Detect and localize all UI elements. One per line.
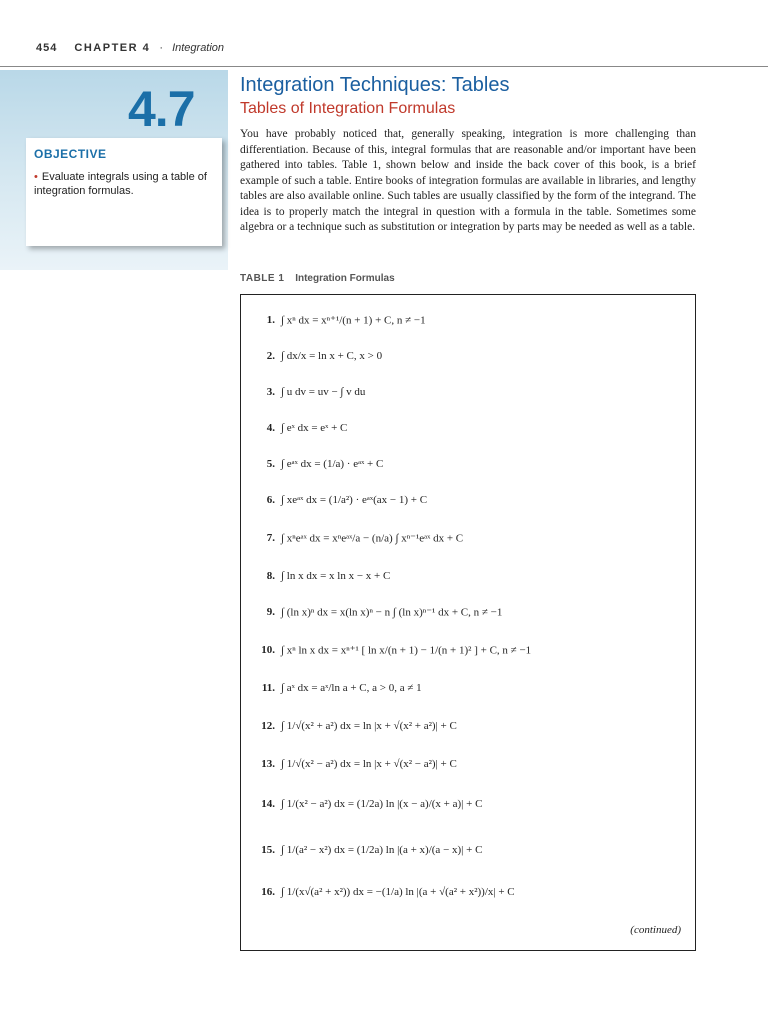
formula-number: 14. [261, 798, 275, 810]
formula-expression: ∫ xⁿeᵃˣ dx = xⁿeᵃˣ/a − (n/a) ∫ xⁿ⁻¹eᵃˣ dx + C [281, 532, 464, 545]
formula-number: 5. [266, 458, 275, 470]
objective-box [26, 138, 222, 246]
formula-expression: ∫ dx/x = ln x + C, x > 0 [281, 350, 383, 362]
formula-number: 4. [266, 422, 275, 434]
table-caption [240, 273, 395, 284]
separator-dot: · [159, 42, 163, 54]
formula-number: 10. [261, 644, 275, 656]
formula-row [259, 875, 689, 909]
formula-expression: ∫ xⁿ ln x dx = xⁿ⁺¹ [ ln x/(n + 1) − 1/(n + 1)² ] + C, n ≠ −1 [281, 644, 532, 657]
formula-row [259, 411, 689, 445]
chapter-label: CHAPTER 4 [74, 42, 151, 54]
formula-row [259, 375, 689, 409]
page-number: 454 [36, 42, 58, 54]
table-caption-text: Integration Formulas [295, 273, 395, 284]
formula-row [259, 747, 689, 781]
formula-expression: ∫ u dv = uv − ∫ v du [281, 386, 366, 398]
formula-expression: ∫ aˣ dx = aˣ/ln a + C, a > 0, a ≠ 1 [281, 682, 422, 694]
formula-row [259, 833, 689, 867]
formula-expression: ∫ 1/(x√(a² + x²)) dx = −(1/a) ln |(a + √(a² + x²))/x| + C [281, 886, 515, 898]
formula-number: 6. [266, 494, 275, 506]
intro-paragraph: You have probably noticed that, generally speaking, integration is more challenging than differentiation. Because of this, integral formulas that are reasonable and/or important have been gathered into tables. Table 1, shown below and inside the back cover of this book, is a brief example of such a table. Entire books of integration formulas are available in libraries, and lengthy tables are also available online. Such tables are usually classified by the form of the integrand. The idea is to properly match the integral in question with a formula in the table. Sometimes some algebra or a technique such as substitution or integration by parts may be needed as well as a table. [240, 128, 696, 233]
formula-table [240, 294, 696, 951]
table-label: TABLE 1 [240, 273, 285, 284]
running-header [36, 42, 224, 54]
formula-row [259, 709, 689, 743]
formula-number: 16. [261, 886, 275, 898]
formula-row [259, 787, 689, 821]
formula-expression: ∫ xⁿ dx = xⁿ⁺¹/(n + 1) + C, n ≠ −1 [281, 314, 426, 327]
formula-number: 9. [266, 606, 275, 618]
bullet-icon: • [34, 171, 38, 183]
formula-number: 15. [261, 844, 275, 856]
formula-row [259, 521, 689, 555]
formula-expression: ∫ eᵃˣ dx = (1/a) · eᵃˣ + C [281, 458, 384, 470]
formula-row [259, 339, 689, 373]
formula-number: 1. [266, 314, 275, 326]
formula-number: 11. [261, 682, 275, 694]
formula-number: 8. [266, 570, 275, 582]
formula-number: 13. [261, 758, 275, 770]
section-label: Integration [172, 42, 225, 54]
objective-title: OBJECTIVE [34, 147, 107, 161]
section-number: 4.7 [128, 81, 195, 137]
formula-row [259, 633, 689, 667]
section-title: Integration Techniques: Tables [240, 74, 510, 96]
formula-row [259, 559, 689, 593]
formula-expression: ∫ 1/(x² − a²) dx = (1/2a) ln |(x − a)/(x + a)| + C [281, 798, 483, 810]
formula-expression: ∫ xeᵃˣ dx = (1/a²) · eᵃˣ(ax − 1) + C [281, 494, 428, 506]
formula-expression: ∫ 1/(a² − x²) dx = (1/2a) ln |(a + x)/(a − x)| + C [281, 844, 483, 856]
section-subtitle: Tables of Integration Formulas [240, 100, 456, 117]
formula-number: 7. [266, 532, 275, 544]
formula-expression: ∫ 1/√(x² + a²) dx = ln |x + √(x² + a²)| + C [281, 720, 457, 732]
formula-expression: ∫ (ln x)ⁿ dx = x(ln x)ⁿ − n ∫ (ln x)ⁿ⁻¹ dx + C, n ≠ −1 [281, 606, 503, 619]
header-rule [0, 66, 768, 67]
formula-number: 2. [266, 350, 275, 362]
formula-row [259, 447, 689, 481]
objective-item [34, 170, 214, 198]
formula-row [259, 483, 689, 517]
continued-note: (continued) [630, 924, 681, 936]
formula-expression: ∫ 1/√(x² − a²) dx = ln |x + √(x² − a²)| + C [281, 758, 457, 770]
formula-row [259, 303, 689, 337]
formula-expression: ∫ eˣ dx = eˣ + C [281, 422, 348, 434]
formula-row [259, 595, 689, 629]
formula-number: 12. [261, 720, 275, 732]
formula-expression: ∫ ln x dx = x ln x − x + C [281, 570, 391, 582]
formula-number: 3. [266, 386, 275, 398]
formula-row [259, 671, 689, 705]
objective-text: Evaluate integrals using a table of integration formulas. [34, 171, 207, 197]
